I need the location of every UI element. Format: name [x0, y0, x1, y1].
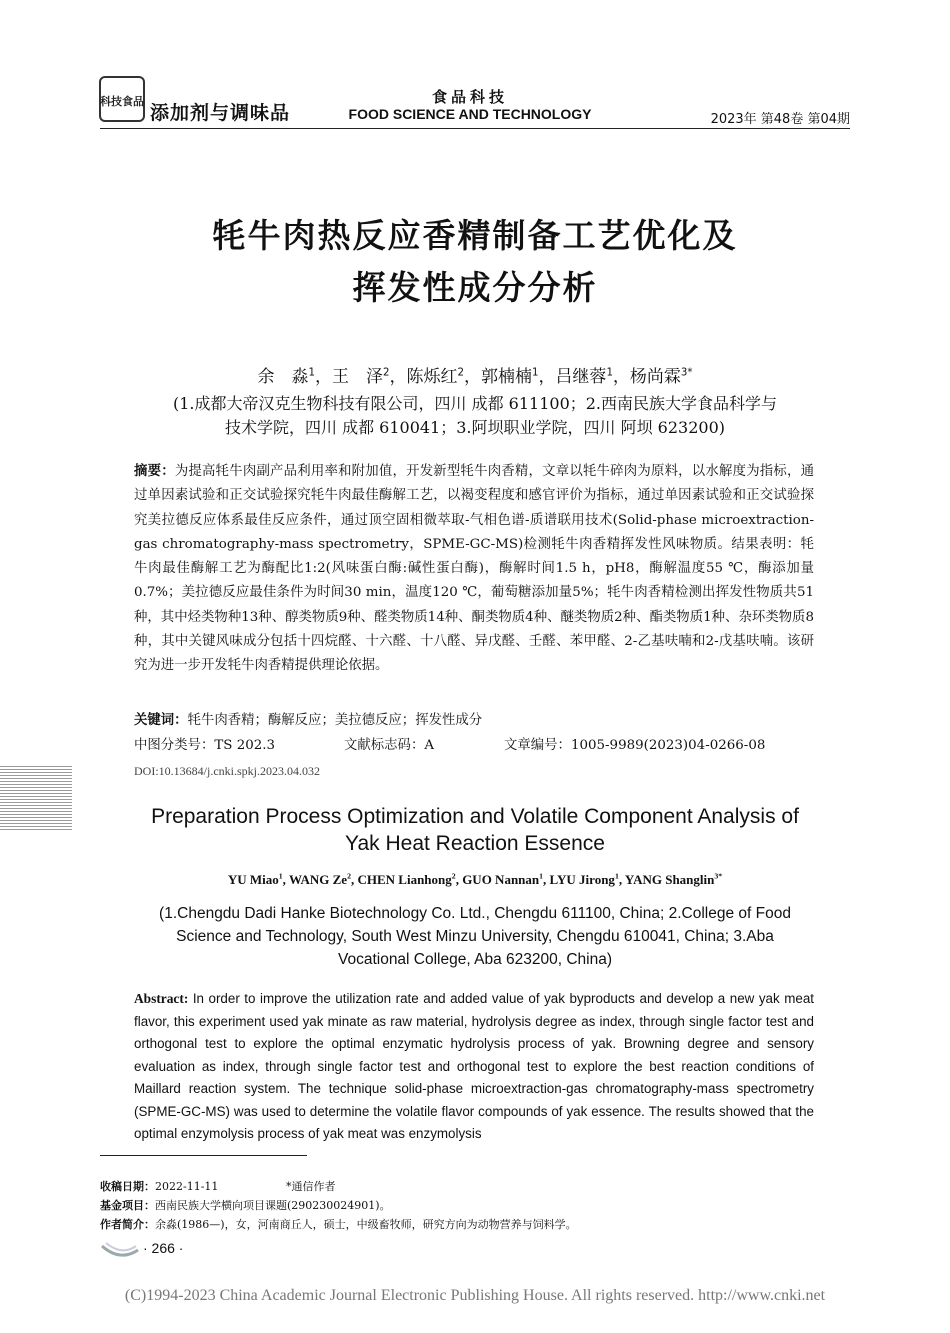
author-en-name: LYU Jirong: [549, 872, 615, 887]
author-en-3: [357, 872, 455, 887]
author-en-affiliation-mark: 1: [278, 871, 283, 881]
footnote-author-bio: [100, 1216, 577, 1232]
author-en-name: GUO Nannan: [462, 872, 540, 887]
author-list-en: [100, 872, 850, 888]
title-en-line-1: Preparation Process Optimization and Volatile Component Analysis of: [151, 805, 799, 828]
author-cn-name: 王 泽: [331, 367, 383, 387]
title-cn-line-1: 牦牛肉热反应香精制备工艺优化及: [212, 216, 738, 255]
author-en-separator: ,: [618, 872, 625, 887]
header-divider: [100, 128, 850, 129]
author-en-separator: ,: [455, 872, 463, 887]
author-en-affiliation-mark: 2: [451, 871, 456, 881]
author-cn-separator: ，: [389, 367, 407, 387]
author-en-name: YU Miao: [227, 872, 279, 887]
author-cn-2: [332, 367, 389, 387]
author-cn-5: [555, 367, 612, 387]
abstract-cn: [134, 460, 814, 679]
author-en-affiliation-mark: 1: [614, 871, 619, 881]
affiliation-en-line-1: (1.Chengdu Dadi Hanke Biotechnology Co. Ltd., Chengdu 611100, China; 2.College of Food: [159, 905, 791, 922]
author-list-cn: [100, 362, 850, 387]
author-en-4: [462, 872, 543, 887]
author-en-5: [550, 872, 619, 887]
page-number: · 266 ·: [143, 1240, 184, 1256]
author-en-2: [289, 872, 351, 887]
received-date: 2022-11-11: [155, 1180, 219, 1193]
fund-label: 基金项目：: [100, 1199, 155, 1212]
author-cn-name: 陈烁红: [406, 367, 458, 387]
doc-code-label: 文献标志码：: [344, 738, 425, 753]
author-cn-name: 吕继蓉: [555, 367, 607, 387]
author-cn-separator: ，: [538, 367, 556, 387]
author-cn-1: [258, 367, 315, 387]
clc-value: TS 202.3: [214, 738, 276, 753]
clc-number: [134, 734, 275, 753]
document-code: [344, 734, 434, 753]
author-cn-name: 杨尚霖: [629, 367, 681, 387]
footnote-divider: [100, 1155, 307, 1156]
author-cn-affiliation-mark: 2: [457, 367, 464, 379]
author-cn-separator: ，: [463, 367, 481, 387]
affiliation-en-line-3: Vocational College, Aba 623200, China): [337, 951, 613, 968]
abstract-en-text: In order to improve the utilization rate and added value of yak byproducts and develop a new yak meat flavor, this experiment used yak minate as raw material, hydrolysis degree as index, through single factor test and orthogonal test to explore the optimal enzymatic hydrolysis process of yak. Browning degree and sensory evaluation as index, through single factor test and orthogonal test to explore the best reaction conditions of Maillard reaction system. The technique solid-phase microextraction-gas chromatography-mass spectrometry (SPME-GC-MS) was used to determine the volatile flavor compounds of yak essence. The results showed that the optimal enzymolysis process of yak meat was enzymolysis: [134, 991, 814, 1141]
author-cn-separator: ，: [314, 367, 332, 387]
issue-info: 2023年 第48卷 第04期: [710, 112, 850, 127]
title-cn-line-2: 挥发性成分分析: [352, 268, 598, 307]
author-cn-3: [406, 367, 463, 387]
doc-code-value: A: [424, 738, 435, 753]
author-en-affiliation-mark: 3*: [714, 871, 723, 881]
author-en-separator: ,: [282, 872, 289, 887]
author-en-1: [228, 872, 283, 887]
journal-logo: [99, 76, 145, 122]
author-en-affiliation-mark: 2: [347, 871, 351, 881]
copyright-notice: (C)1994-2023 China Academic Journal Electronic Publishing House. All rights reserved. http://www.cnki.net: [124, 1287, 826, 1304]
keywords-cn-text: 牦牛肉香精；酶解反应；美拉德反应；挥发性成分: [187, 713, 483, 728]
author-en-name: WANG Ze: [288, 872, 348, 887]
author-en-name: YANG Shanglin: [624, 872, 715, 887]
author-en-6: [625, 872, 722, 887]
doi-link[interactable]: DOI:10.13684/j.cnki.spkj.2023.04.032: [134, 764, 320, 778]
author-en-name: CHEN Lianhong: [357, 872, 452, 887]
affiliation-en-line-2: Science and Technology, South West Minzu University, Chengdu 610041, China; 3.Aba: [176, 928, 774, 945]
abstract-cn-text: 为提高牦牛肉副产品利用率和附加值，开发新型牦牛肉香精，文章以牦牛碎肉为原料，以水解度为指标，通过单因素试验和正交试验探究牦牛肉最佳酶解工艺，以褐变程度和感官评价为指标，通过单因素试验和正交试验探究美拉德反应体系最佳反应条件，通过顶空固相微萃取-气相色谱-质谱联用技术(Solid-phase microextraction-gas chromatography-mass spectrometry，SPME-GC-MS)检测牦牛肉香精挥发性风味物质。结果表明：牦牛肉最佳酶解工艺为酶配比1:2(风味蛋白酶:碱性蛋白酶)，酶解时间1.5 h，pH8，酶解温度55 ℃，酶添加量0.7%；美拉德反应最佳条件为时间30 min，温度120 ℃，葡萄糖添加量5%；牦牛肉香精检测出挥发性物质共51种，其中烃类物种13种、醇类物质9种、醛类物质14种、酮类物质4种、醚类物质2种、酯类物质1种、杂环类物质8种，其中关键风味成分包括十四烷醛、十六醛、十八醛、异戊醛、壬醛、苯甲醛、2-乙基呋喃和2-戊基呋喃。该研究为进一步开发牦牛肉香精提供理论依据。: [134, 464, 815, 674]
abstract-cn-label: 摘要：: [134, 464, 175, 479]
article-number: [504, 734, 765, 753]
author-bio-value: 余淼(1986—)，女，河南商丘人，硕士，中级畜牧师，研究方向为动物营养与饲料学。: [155, 1218, 577, 1231]
clc-label: 中图分类号：: [134, 738, 215, 753]
author-en-separator: ,: [350, 872, 358, 887]
author-cn-affiliation-mark: 1: [308, 367, 315, 379]
keywords-cn-label: 关键词：: [134, 713, 188, 728]
affiliation-cn-line-1: (1.成都大帝汉克生物科技有限公司，四川 成都 611100；2.西南民族大学食品科学与: [172, 394, 778, 413]
corresponding-author-note: *通信作者: [286, 1180, 336, 1193]
received-label: 收稿日期：: [100, 1180, 155, 1193]
author-cn-affiliation-mark: 3*: [680, 367, 693, 379]
author-cn-affiliation-mark: 1: [606, 367, 613, 379]
author-bio-label: 作者简介：: [100, 1218, 155, 1231]
journal-logo-graphic: [99, 76, 145, 122]
journal-name-cn: 食品科技: [431, 88, 508, 106]
author-cn-name: 余 淼: [257, 367, 309, 387]
journal-name-en: FOOD SCIENCE AND TECHNOLOGY: [348, 106, 592, 122]
abstract-en: [134, 988, 814, 1146]
margin-lined-block: [0, 766, 72, 830]
page-swoosh-icon: [100, 1240, 140, 1260]
abstract-en-label: Abstract:: [134, 991, 189, 1006]
affiliation-cn-line-2: 技术学院，四川 成都 610041；3.阿坝职业学院，四川 阿坝 623200): [224, 418, 725, 437]
author-en-separator: ,: [543, 872, 550, 887]
author-cn-name: 郭楠楠: [480, 367, 532, 387]
logo-text: 科技食品: [100, 95, 144, 108]
section-name: 添加剂与调味品: [150, 102, 291, 124]
author-cn-6: [630, 367, 693, 387]
fund-value: 西南民族大学横向项目课题(290230024901)。: [155, 1199, 391, 1212]
footnote-received: [100, 1178, 336, 1194]
footnote-fund: [100, 1197, 391, 1213]
author-en-affiliation-mark: 1: [539, 871, 544, 881]
article-number-label: 文章编号：: [504, 738, 571, 753]
author-cn-affiliation-mark: 2: [382, 367, 390, 379]
author-cn-4: [481, 367, 538, 387]
author-cn-affiliation-mark: 1: [531, 367, 539, 379]
title-en-line-2: Yak Heat Reaction Essence: [345, 832, 605, 855]
author-cn-separator: ，: [612, 367, 630, 387]
keywords-cn: [134, 709, 814, 728]
article-number-value: 1005-9989(2023)04-0266-08: [570, 738, 766, 753]
